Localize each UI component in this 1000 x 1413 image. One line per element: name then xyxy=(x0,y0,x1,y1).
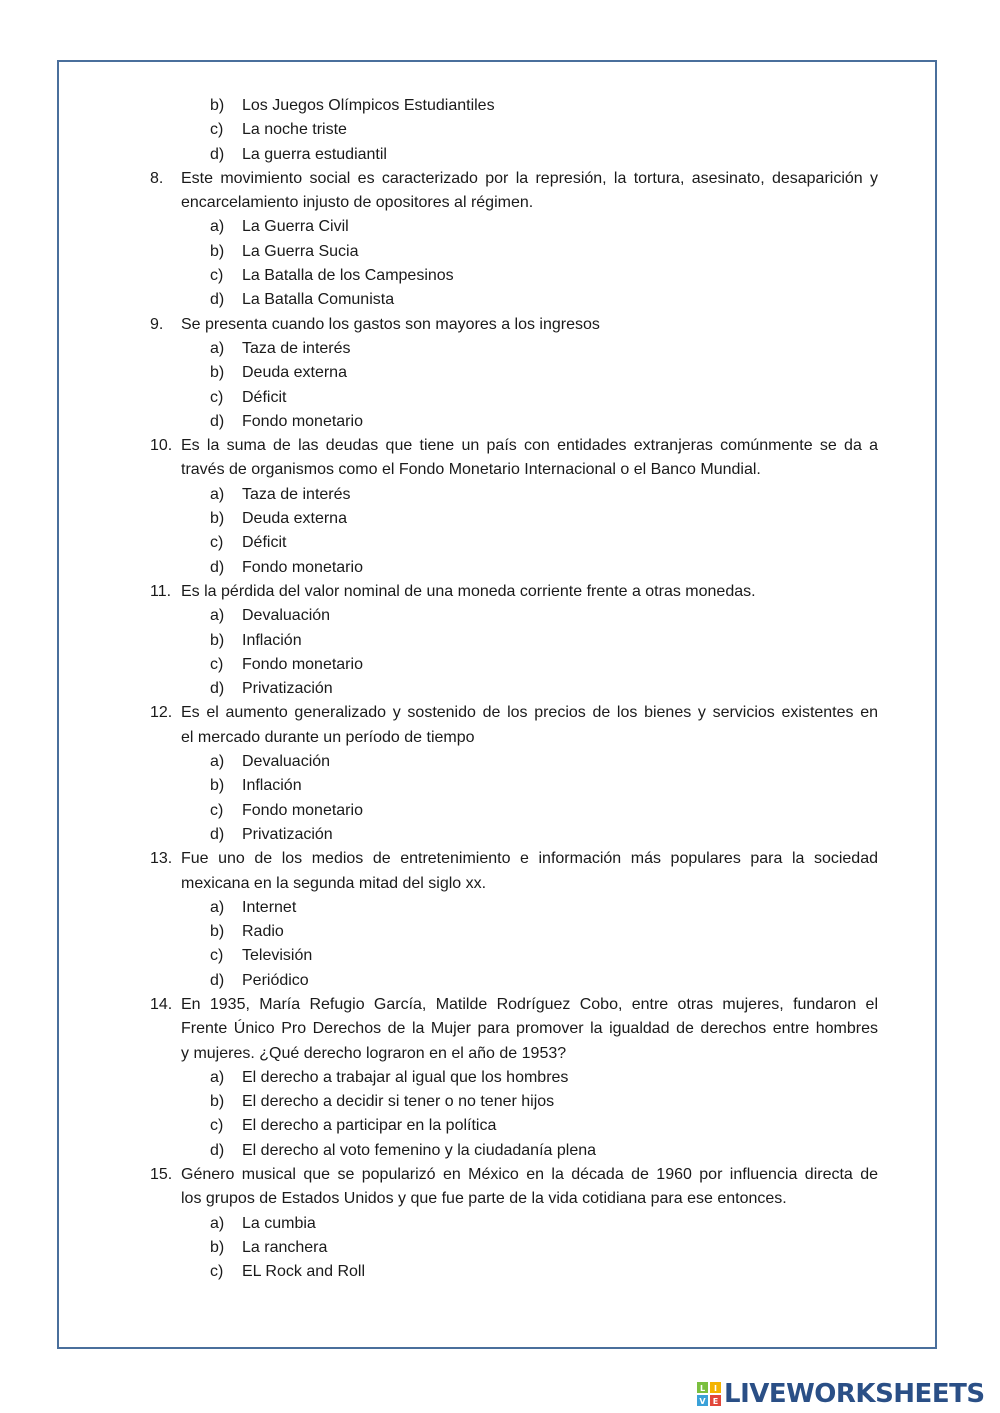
answer-option xyxy=(0,531,1000,555)
question-number: 14. xyxy=(150,995,173,1013)
question-text-line: y mujeres. ¿Qué derecho lograron en el año de 1953? xyxy=(181,1044,567,1062)
option-text: Déficit xyxy=(242,534,287,552)
option-letter: a) xyxy=(210,1068,225,1086)
answer-option xyxy=(0,410,1000,434)
question-text-line: Es la pérdida del valor nominal de una moneda corriente frente a otras monedas. xyxy=(181,582,756,600)
option-letter: c) xyxy=(210,801,224,819)
question-text-line: Este movimiento social es caracterizado por la represión, la tortura, asesinato, desaparición y xyxy=(181,169,878,187)
answer-option xyxy=(0,799,1000,823)
question-number: 13. xyxy=(150,850,173,868)
option-letter: c) xyxy=(210,655,224,673)
option-text: La cumbia xyxy=(242,1214,316,1232)
option-letter: c) xyxy=(210,534,224,552)
answer-option xyxy=(0,920,1000,944)
option-text: Fondo monetario xyxy=(242,558,363,576)
option-letter: a) xyxy=(210,607,225,625)
question xyxy=(0,167,1000,216)
question-number: 8. xyxy=(150,169,164,187)
question-number: 10. xyxy=(150,437,173,455)
option-text: La guerra estudiantil xyxy=(242,145,387,163)
option-text: El derecho a participar en la política xyxy=(242,1117,497,1135)
option-letter: a) xyxy=(210,898,225,916)
option-text: La Guerra Civil xyxy=(242,218,349,236)
brand-name: LIVEWORKSHEETS xyxy=(724,1379,985,1409)
answer-option xyxy=(0,215,1000,239)
answer-option xyxy=(0,143,1000,167)
svg-text:E: E xyxy=(712,1397,719,1406)
option-letter: c) xyxy=(210,947,224,965)
option-letter: a) xyxy=(210,753,225,771)
answer-option xyxy=(0,386,1000,410)
liveworksheets-logo-icon xyxy=(697,1382,721,1406)
option-letter: c) xyxy=(210,267,224,285)
question xyxy=(0,993,1000,1066)
answer-option xyxy=(0,1090,1000,1114)
option-text: Los Juegos Olímpicos Estudiantiles xyxy=(242,97,495,114)
answer-option xyxy=(0,653,1000,677)
option-letter: b) xyxy=(210,1238,225,1256)
option-letter: d) xyxy=(210,412,225,430)
answer-option xyxy=(0,288,1000,312)
answer-option xyxy=(0,604,1000,628)
answer-option xyxy=(0,556,1000,580)
option-text: El derecho al voto femenino y la ciudadanía plena xyxy=(242,1141,597,1159)
question-text-line: mexicana en la segunda mitad del siglo xx. xyxy=(181,874,487,892)
option-text: La noche triste xyxy=(242,121,347,139)
option-text: Fondo monetario xyxy=(242,655,363,673)
question xyxy=(0,580,1000,604)
option-letter: c) xyxy=(210,121,224,139)
question-text-line: encarcelamiento injusto de opositores al régimen. xyxy=(181,194,534,212)
question-number: 12. xyxy=(150,704,173,722)
option-text: Inflación xyxy=(242,777,302,795)
answer-option xyxy=(0,1139,1000,1163)
option-letter: a) xyxy=(210,339,225,357)
answer-option xyxy=(0,1114,1000,1138)
question-text-line: Género musical que se popularizó en México en la década de 1960 por influencia directa de xyxy=(181,1166,878,1184)
option-text: Privatización xyxy=(242,680,333,698)
option-letter: a) xyxy=(210,485,225,503)
question xyxy=(0,701,1000,750)
answer-option xyxy=(0,1236,1000,1260)
answer-option xyxy=(0,1212,1000,1236)
question-text-line: Es el aumento generalizado y sostenido de los precios de los bienes y servicios existentes en xyxy=(181,704,878,722)
question-number: 15. xyxy=(150,1166,173,1184)
answer-option xyxy=(0,507,1000,531)
option-text: EL Rock and Roll xyxy=(242,1263,366,1281)
option-text: El derecho a decidir si tener o no tener hijos xyxy=(242,1093,555,1111)
option-letter: c) xyxy=(210,388,224,406)
question xyxy=(0,1163,1000,1212)
option-text: Fondo monetario xyxy=(242,412,363,430)
question-text-line: En 1935, María Refugio García, Matilde Rodríguez Cobo, entre otras mujeres, fundaron el xyxy=(181,995,878,1013)
option-text: Privatización xyxy=(242,825,333,843)
option-text: Devaluación xyxy=(242,753,331,771)
option-letter: b) xyxy=(210,777,225,795)
option-letter: d) xyxy=(210,558,225,576)
option-letter: b) xyxy=(210,242,225,260)
answer-option xyxy=(0,94,1000,118)
worksheet-content xyxy=(0,94,1000,1285)
option-letter: d) xyxy=(210,825,225,843)
question-text-line: Fue uno de los medios de entretenimiento e información más populares para la sociedad xyxy=(181,850,878,868)
answer-option xyxy=(0,264,1000,288)
answer-option xyxy=(0,361,1000,385)
option-text: La ranchera xyxy=(242,1238,328,1256)
option-text: Taza de interés xyxy=(242,485,351,503)
answer-option xyxy=(0,483,1000,507)
option-letter: c) xyxy=(210,1117,224,1135)
question-number: 11. xyxy=(150,582,172,600)
option-letter: d) xyxy=(210,1141,225,1159)
option-text: La Batalla Comunista xyxy=(242,291,395,309)
question xyxy=(0,434,1000,483)
answer-option xyxy=(0,823,1000,847)
liveworksheets-logo xyxy=(697,1378,985,1410)
option-text: Radio xyxy=(242,923,284,941)
option-text: Taza de interés xyxy=(242,339,351,357)
option-letter: d) xyxy=(210,145,225,163)
answer-option xyxy=(0,750,1000,774)
option-text: Inflación xyxy=(242,631,302,649)
svg-text:I: I xyxy=(714,1384,717,1393)
answer-option xyxy=(0,629,1000,653)
answer-option xyxy=(0,1066,1000,1090)
option-letter: b) xyxy=(210,1093,225,1111)
answer-option xyxy=(0,118,1000,142)
question-text-line: través de organismos como el Fondo Monetario Internacional o el Banco Mundial. xyxy=(181,461,761,479)
answer-option xyxy=(0,944,1000,968)
svg-text:V: V xyxy=(699,1397,706,1406)
answer-option xyxy=(0,677,1000,701)
option-letter: b) xyxy=(210,510,225,528)
question-text-line: los grupos de Estados Unidos y que fue parte de la vida cotidiana para ese entonces. xyxy=(181,1190,787,1208)
option-text: Deuda externa xyxy=(242,510,347,528)
option-text: Deuda externa xyxy=(242,364,347,382)
option-letter: b) xyxy=(210,631,225,649)
option-letter: a) xyxy=(210,1214,225,1232)
option-letter: d) xyxy=(210,971,225,989)
option-letter: b) xyxy=(210,923,225,941)
answer-option xyxy=(0,240,1000,264)
question-text-line: el mercado durante un período de tiempo xyxy=(181,728,475,746)
option-text: Televisión xyxy=(242,947,313,965)
option-text: Periódico xyxy=(242,971,309,989)
option-letter: b) xyxy=(210,97,225,114)
question-text-line: Frente Único Pro Derechos de la Mujer para promover la igualdad de derechos entre hombres xyxy=(181,1020,878,1038)
question xyxy=(0,847,1000,896)
option-text: Fondo monetario xyxy=(242,801,363,819)
option-letter: b) xyxy=(210,364,225,382)
question-text-line: Es la suma de las deudas que tiene un país con entidades extranjeras comúnmente se da a xyxy=(181,437,878,455)
answer-option xyxy=(0,774,1000,798)
answer-option xyxy=(0,969,1000,993)
question xyxy=(0,313,1000,337)
question-text-line: Se presenta cuando los gastos son mayores a los ingresos xyxy=(181,315,600,333)
option-text: Déficit xyxy=(242,388,287,406)
answer-option xyxy=(0,896,1000,920)
question-number: 9. xyxy=(150,315,164,333)
answer-option xyxy=(0,337,1000,361)
answer-option xyxy=(0,1260,1000,1284)
option-letter: c) xyxy=(210,1263,224,1281)
option-text: El derecho a trabajar al igual que los hombres xyxy=(242,1068,569,1086)
svg-text:L: L xyxy=(699,1384,706,1393)
option-text: La Batalla de los Campesinos xyxy=(242,267,454,285)
option-letter: d) xyxy=(210,291,225,309)
option-text: La Guerra Sucia xyxy=(242,242,359,260)
option-letter: d) xyxy=(210,680,225,698)
option-letter: a) xyxy=(210,218,225,236)
option-text: Devaluación xyxy=(242,607,331,625)
option-text: Internet xyxy=(242,898,297,916)
